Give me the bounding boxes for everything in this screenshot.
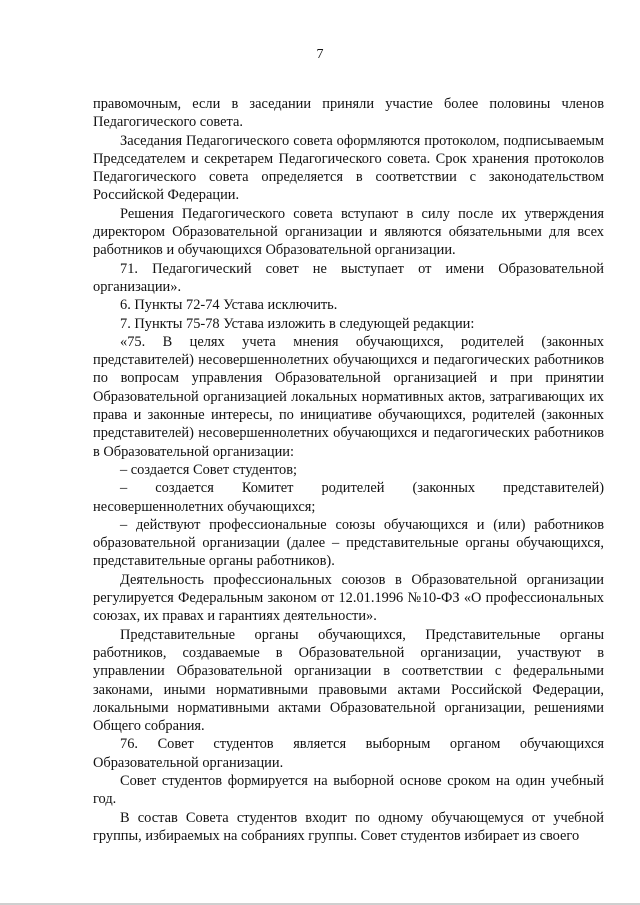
paragraph-council-decisions: Решения Педагогического совета вступают в силу после их утверждения директором Образовательной организации и являются обязательными для всех работников и обучающихся Образовательной организации. (93, 205, 604, 259)
paragraph-amendment-7: 7. Пункты 75-78 Устава изложить в следующей редакции: (120, 315, 475, 332)
list-item-student-council: – создается Совет студентов; (120, 461, 298, 478)
paragraph-continuation: правомочным, если в заседании приняли участие более половины членов Педагогического совета. (93, 96, 604, 131)
paragraph-meeting-protocol: Заседания Педагогического совета оформляются протоколом, подписываемым Председателем и секретарем Педагогического совета. Срок хранения протоколов Педагогического совета определяется в соответствии с законодательством Российской Федерации. (93, 132, 604, 204)
list-item-parents-committee: – создается Комитет родителей (законных представителей) несовершеннолетних обучающихся; (93, 480, 604, 515)
paragraph-trade-union-law: Деятельность профессиональных союзов в Образовательной организации регулируется Федеральным законом от 12.01.1996 №10-ФЗ «О профессиональных союзах, их правах и гарантиях деятельности». (93, 571, 604, 625)
paragraph-amendment-6: 6. Пункты 72-74 Устава исключить. (120, 297, 338, 314)
list-item-trade-unions: – действуют профессиональные союзы обучающихся и (или) работников образовательной организации (далее – представительные органы обучающихся, представительные органы работников). (93, 516, 604, 570)
paragraph-clause-71: 71. Педагогический совет не выступает от имени Образовательной организации». (93, 260, 604, 295)
page-number: 7 (316, 47, 324, 62)
paragraph-representative-bodies: Представительные органы обучающихся, Представительные органы работников, создаваемые в Образовательной организации, участвуют в управлении Образовательной организации в соответствии с федеральными законами, иными нормативными правовыми актами Российской Федерации, локальными нормативными актами Образовательной организации, решениями Общего собрания. (93, 626, 604, 735)
paragraph-clause-75: «75. В целях учета мнения обучающихся, родителей (законных представителей) несовершеннолетних обучающихся и педагогических работников по вопросам управления Образовательной организацией и при принятии Образовательной организацией локальных нормативных актов, затрагивающих их права и законные интересы, по инициативе обучающихся, родителей (законных представителей) несовершеннолетних обучающихся и педагогических работников в Образовательной организации: (93, 333, 604, 460)
paragraph-council-term: Совет студентов формируется на выборной основе сроком на один учебный год. (93, 772, 604, 808)
document-body (93, 95, 604, 845)
paragraph-clause-76: 76. Совет студентов является выборным органом обучающихся Образовательной организации. (93, 736, 604, 771)
paragraph-council-composition: В состав Совета студентов входит по одному обучающемуся от учебной группы, избираемых на собраниях группы. Совет студентов избирает из своего (93, 809, 604, 844)
